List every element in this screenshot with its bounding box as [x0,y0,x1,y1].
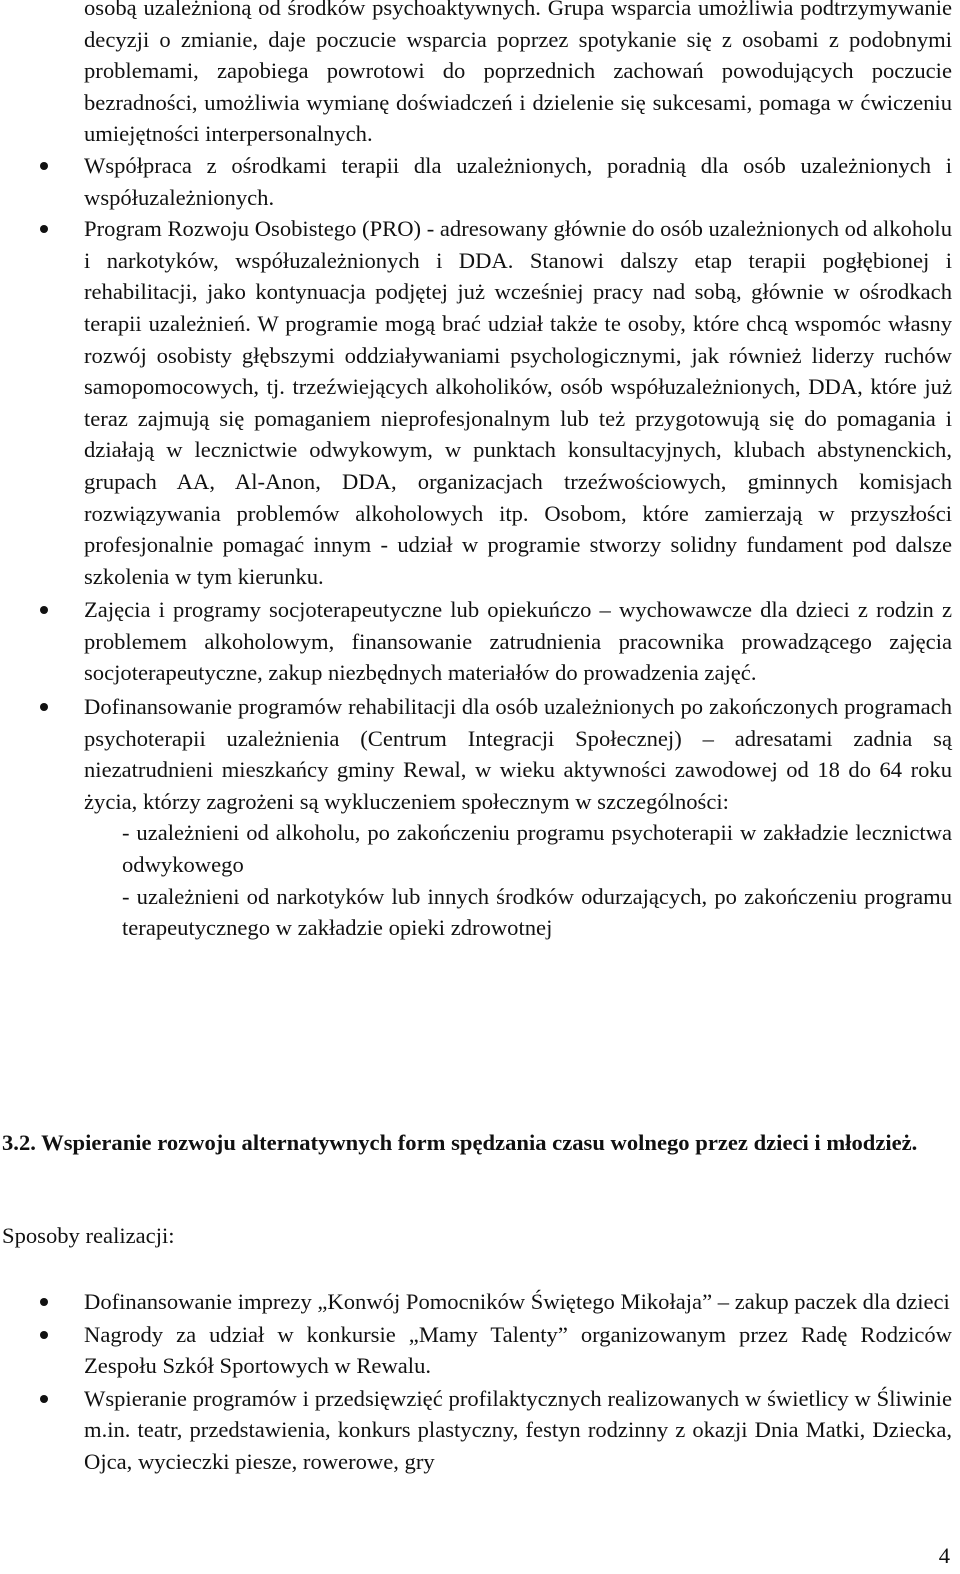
list-item [84,1383,952,1478]
list-item-text: Nagrody za udział w konkursie „Mamy Talenty” organizowanym przez Radę Rodziców Zespołu Szkół Sportowych w Rewalu. [84,1321,952,1379]
bullet-icon [40,703,48,711]
list-item [84,691,952,817]
list-item [84,213,952,592]
list-item-text: Współpraca z ośrodkami terapii dla uzależnionych, poradnią dla osób uzależnionych i współuzależnionych. [84,152,952,210]
list-item [84,1286,952,1318]
sub-item: - uzależnieni od narkotyków lub innych środków odurzających, po zakończeniu programu terapeutycznego w zakładzie opieki zdrowotnej [122,883,952,941]
bullet-icon [40,1331,48,1339]
methods-label: Sposoby realizacji: [2,1223,175,1248]
list-item [84,1319,952,1382]
bullet-icon [40,606,48,614]
list-item [84,594,952,689]
page-number: 4 [938,1543,950,1568]
list-item-text: Program Rozwoju Osobistego (PRO) - adresowany głównie do osób uzależnionych od alkoholu i narkotyków, współuzależnionych i DDA. Stanowi dalszy etap terapii pogłębionej i rehabilitacji, jako kontynuacja podjętej już wcześniej pracy nad sobą, głównie w ośrodkach terapii uzależnień. W programie mogą brać udział także te osoby, które chcą wspomóc własny rozwój osobisty głębszymi oddziaływaniami psychologicznymi, jak również liderzy ruchów samopomocowych, tj. trzeźwiejących alkoholików, osób współuzależnionych, DDA, które już teraz zajmują się pomaganiem nieprofesjonalnym lub też przygotowują się do pomagania i działają w lecznictwie odwykowym, w punktach konsultacyjnych, klubach abstynenckich, grupach AA, Al-Anon, DDA, organizacjach trzeźwościowych, gminnych komisjach rozwiązywania problemów alkoholowych itp. Osobom, które zamierzają w przyszłości profesjonalnie pomagać innym - udział w programie stworzy solidny fundament pod dalsze szkolenia w tym kierunku. [84,216,952,589]
list-item [84,150,952,213]
list-item-text: Dofinansowanie imprezy „Konwój Pomocników Świętego Mikołaja” – zakup paczek dla dzieci [84,1289,950,1314]
section-heading: 3.2. Wspieranie rozwoju alternatywnych form spędzania czasu wolnego przez dzieci i młodzież. [2,1130,918,1155]
bullet-icon [40,162,48,170]
bullet-icon [40,1395,48,1403]
bullet-icon [40,1298,48,1306]
list-item-text: Zajęcia i programy socjoterapeutyczne lub opiekuńczo – wychowawcze dla dzieci z rodzin z problemem alkoholowym, finansowanie zatrudnienia pracownika prowadzącego zajęcia socjoterapeutyczne, zakup niezbędnych materiałów do prowadzenia zajęć. [84,597,952,686]
bullet-icon [40,225,48,233]
grupa-wsparcia-paragraph: osobą uzależnioną od środków psychoaktywnych. Grupa wsparcia umożliwia podtrzymywanie decyzji o zmianie, daje poczucie wsparcia poprzez spotykanie się z osobami z podobnymi problemami, zapobiega powrotowi do poprzednich zachowań powodujących poczucie bezradności, umożliwia wymianę doświadczeń i dzielenie się sukcesami, pomaga w ćwiczeniu umiejętności interpersonalnych. [84,0,952,147]
sub-item: - uzależnieni od alkoholu, po zakończeniu programu psychoterapii w zakładzie lecznictwa odwykowego [122,820,952,878]
upper-list [84,0,952,944]
list-item-text: Dofinansowanie programów rehabilitacji dla osób uzależnionych po zakończonych programach psychoterapii uzależnienia (Centrum Integracji Społecznej) – adresatami zadnia są niezatrudnieni mieszkańcy gminy Rewal, w wieku aktywności zawodowej od 18 do 64 roku życia, którzy zagrożeni są wykluczeniem społecznym w szczególności: [84,694,952,814]
section-list [84,1286,952,1478]
list-item-text: Wspieranie programów i przedsięwzięć profilaktycznych realizowanych w świetlicy w Śliwinie m.in. teatr, przedstawienia, konkurs plastyczny, festyn rodzinny z okazji Dnia Matki, Dziecka, Ojca, wycieczki piesze, rowerowe, gry [84,1385,952,1474]
